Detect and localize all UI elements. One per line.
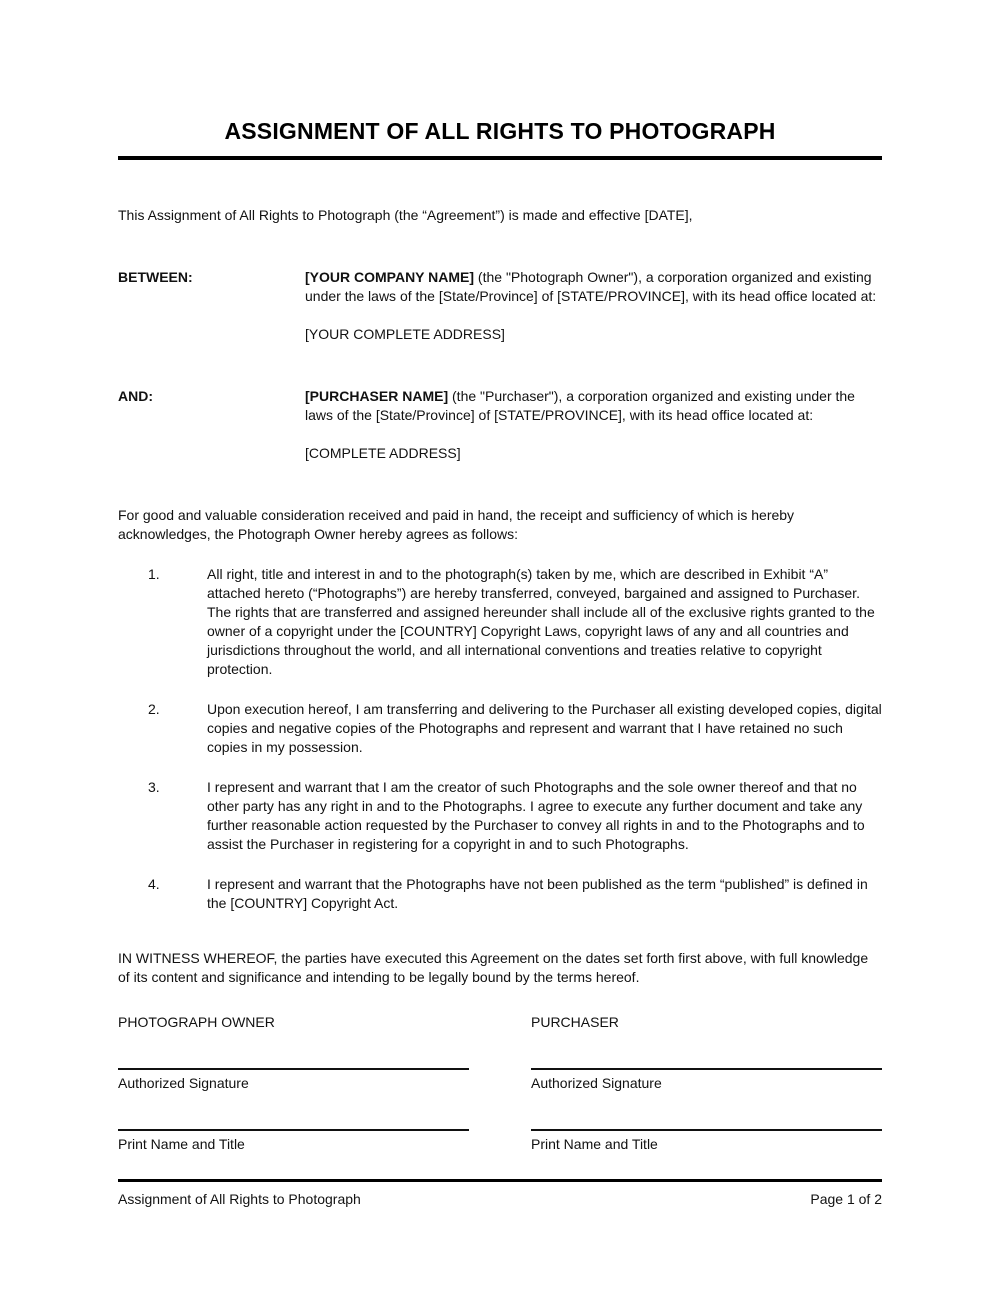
document-footer [118,1182,882,1209]
party-and-description [305,387,882,425]
footer-page-number: Page 1 of 2 [810,1191,882,1207]
clause-1-number: 1. [148,566,160,582]
title-divider [118,156,882,160]
signature-purchaser-signature-label: Authorized Signature [531,1075,662,1091]
intro-paragraph: This Assignment of All Rights to Photograph (the “Agreement”) is made and effective [DATE], [118,207,693,223]
document-title: ASSIGNMENT OF ALL RIGHTS TO PHOTOGRAPH [224,118,776,144]
party-and-section [118,387,882,463]
party-between-label: BETWEEN: [118,269,193,285]
consideration-paragraph: For good and valuable consideration received and paid in hand, the receipt and sufficiency of which is hereby acknowledges, the Photograph Owner hereby agrees as follows: [118,507,795,542]
clause-3-number: 3. [148,779,160,795]
signature-purchaser-heading: PURCHASER [531,1014,619,1030]
signature-owner-name-label: Print Name and Title [118,1136,245,1152]
clause-3-text: I represent and warrant that I am the creator of such Photographs and the sole owner thereof and that no other party has any right in and to the Photographs. I agree to execute any further document and take any further reasonable action requested by the Purchaser to convey all rights in and to the Photographs and to assist the Purchaser in registering for a copyright in and to such Photographs. [207,779,865,852]
signature-column-purchaser [531,1013,882,1154]
clause-4-number: 4. [148,876,160,892]
clause-2 [148,700,882,757]
signature-column-owner [118,1013,469,1154]
signature-owner-heading: PHOTOGRAPH OWNER [118,1014,275,1030]
clause-2-text: Upon execution hereof, I am transferring and delivering to the Purchaser all existing developed copies, digital copies and negative copies of the Photographs and represent and warrant that I have retained no such copies in my possession. [207,701,882,755]
signature-owner-signature-label: Authorized Signature [118,1075,249,1091]
party-between-description [305,268,882,306]
clause-2-number: 2. [148,701,160,717]
footer-document-name: Assignment of All Rights to Photograph [118,1191,361,1207]
party-between-address: [YOUR COMPLETE ADDRESS] [305,326,505,342]
clause-1 [148,565,882,679]
party-between-body [305,268,882,344]
signature-section [118,1013,882,1154]
signature-purchaser-name-label: Print Name and Title [531,1136,658,1152]
party-and-description-text: (the "Purchaser"), a corporation organized and existing under the laws of the [State/Province] of [STATE/PROVINCE], with its head office located at: [305,388,855,423]
party-between-section [118,268,882,344]
party-between-description-text: (the "Photograph Owner"), a corporation organized and existing under the laws of the [State/Province] of [STATE/PROVINCE], with its head office located at: [305,269,877,304]
party-and-address: [COMPLETE ADDRESS] [305,445,461,461]
clause-4-text: I represent and warrant that the Photographs have not been published as the term “published” is defined in the [COUNTRY] Copyright Act. [207,876,868,911]
clause-3 [148,778,882,854]
party-and-name: [PURCHASER NAME] [305,388,449,404]
party-and-label: AND: [118,388,153,404]
witness-paragraph: IN WITNESS WHEREOF, the parties have executed this Agreement on the dates set forth first above, with full knowledge of its content and significance and intending to be legally bound by the terms hereof. [118,950,869,985]
party-and-body [305,387,882,463]
clause-4 [148,875,882,913]
party-between-name: [YOUR COMPANY NAME] [305,269,475,285]
clause-1-text: All right, title and interest in and to the photograph(s) taken by me, which are described in Exhibit “A” attached hereto (“Photographs”) are hereby transferred, conveyed, bargained and assigned to Purchaser. The rights that are transferred and assigned hereunder shall include all of the exclusive rights granted to the owner of a copyright under the [COUNTRY] Copyright Laws, copyright laws of any and all countries and jurisdictions throughout the world, and all international conventions and treaties relative to copyright protection. [207,566,875,677]
